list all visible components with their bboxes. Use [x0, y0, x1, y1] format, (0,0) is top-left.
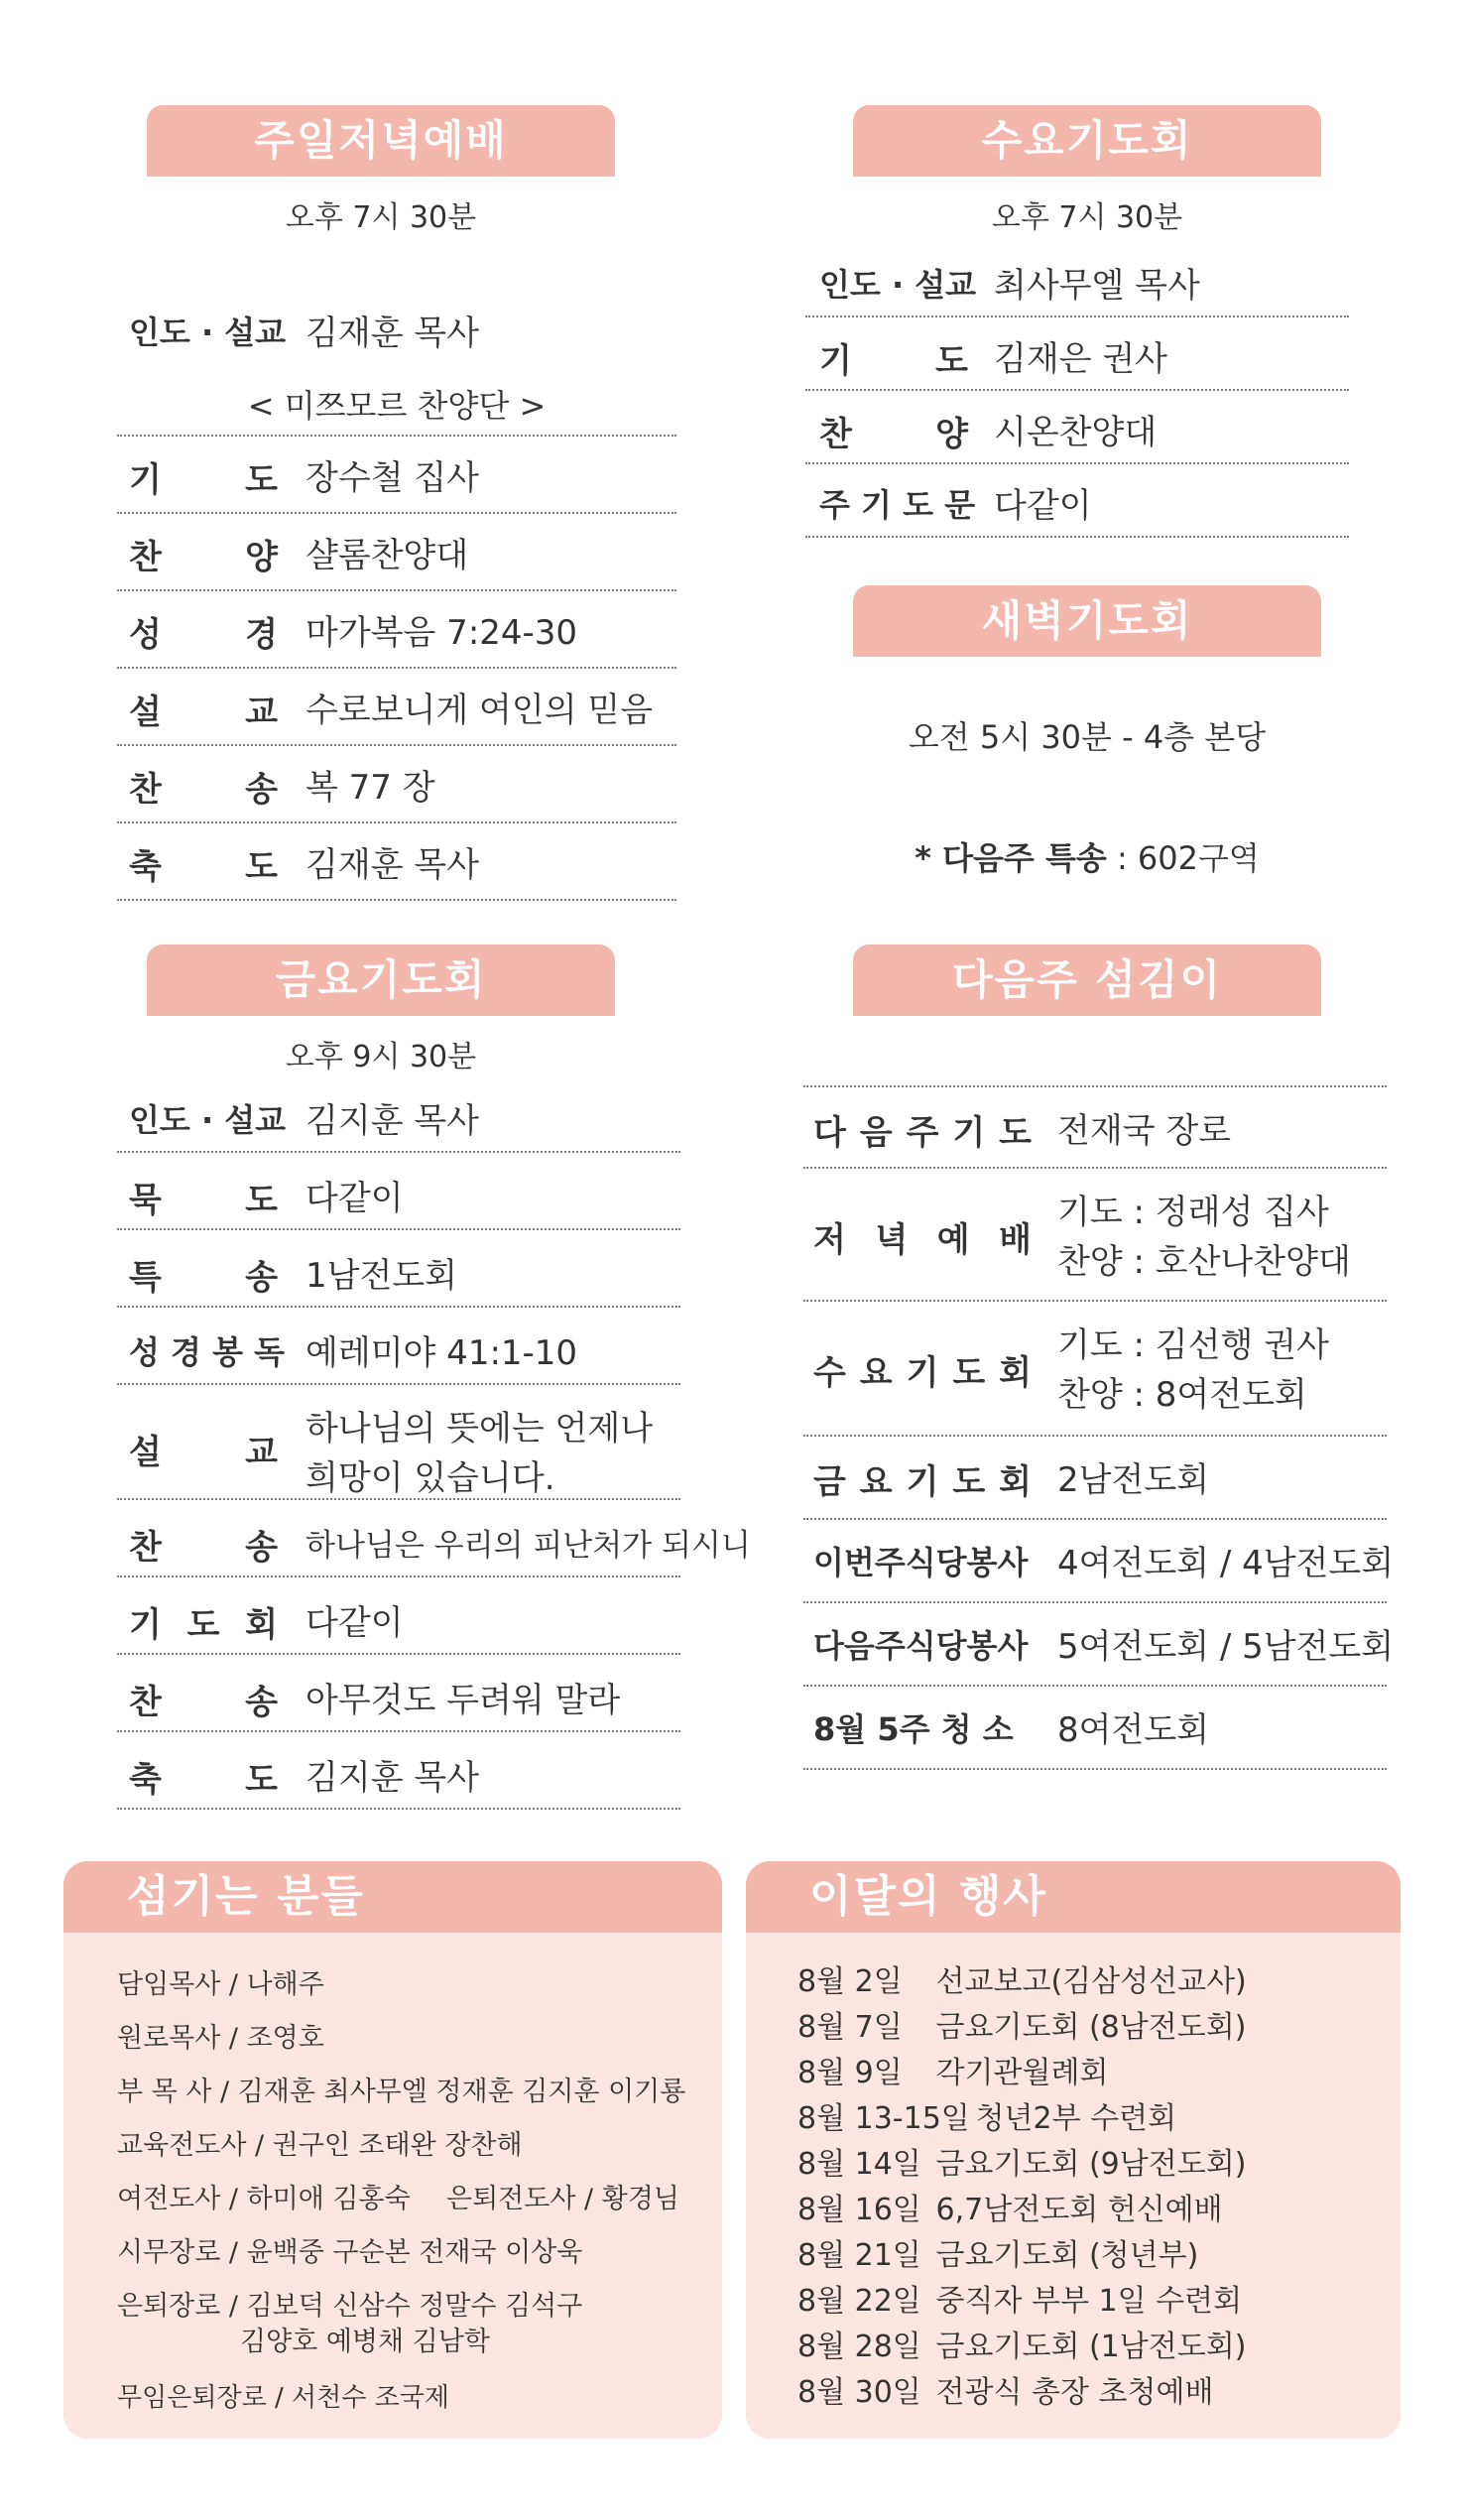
label-char: 도 [935, 341, 968, 381]
next-row-value: 기도 : 김선행 권사 [1057, 1325, 1329, 1365]
next-row-value-line2: 찬양 : 호산나찬양대 [1057, 1242, 1351, 1282]
label-char: 도 [999, 1113, 1032, 1153]
sunday-row-divider [117, 435, 676, 437]
label-char: 송 [245, 1683, 278, 1722]
label-char: 기 [952, 1113, 986, 1153]
label-char: 양 [935, 415, 968, 454]
sunday-leader-value: 김재훈 목사 [305, 314, 480, 353]
servers-line: 부 목 사 / 김재훈 최사무엘 정재훈 김지훈 이기룡 [117, 2077, 686, 2107]
friday-row-divider [117, 1228, 680, 1230]
sunday-row-value: 김재훈 목사 [305, 845, 480, 885]
next-row-label [813, 1345, 1032, 1394]
friday-row-value: 김지훈 목사 [305, 1101, 480, 1141]
label-char: 찬 [129, 538, 162, 577]
event-item: 8월 2일 선교보고(김삼성선교사) [797, 1964, 1247, 1999]
label-char: 녁 [875, 1220, 909, 1260]
friday-row-value: 하나님은 우리의 피난처가 되시니 [305, 1528, 751, 1564]
next-row-divider [803, 1167, 1387, 1169]
label-char: 도 [245, 1760, 278, 1800]
friday-row-divider [117, 1151, 680, 1153]
event-item: 8월 30일 전광식 총장 초청예배 [797, 2375, 1214, 2410]
label-char: 기 [129, 1605, 162, 1645]
friday-row-label [129, 1520, 278, 1569]
friday-row-divider [117, 1575, 680, 1577]
label-char: 도 [245, 1181, 278, 1220]
next-row-value: 4여전도회 / 4남전도회 [1057, 1544, 1395, 1583]
next-row-value: 8여전도회 [1057, 1710, 1210, 1750]
wednesday-time: 오후 7시 30분 [991, 200, 1183, 235]
friday-row-value: 아무것도 두려워 말라 [305, 1681, 621, 1720]
sunday-leader-label: 인도 · 설교 [129, 314, 287, 351]
wednesday-row-value: 시온찬양대 [994, 413, 1158, 452]
servers-header: 섬기는 분들 [63, 1861, 722, 1933]
next-row-label: 8월 5주 청 소 [813, 1710, 1014, 1748]
label-char: 찬 [129, 1528, 162, 1568]
next-row-divider [803, 1768, 1387, 1770]
sunday-row-label [129, 452, 278, 501]
next-row-divider [803, 1435, 1387, 1437]
sunday-row-divider [117, 589, 676, 591]
sunday-time: 오후 7시 30분 [285, 200, 477, 235]
dawn-special-value: : 602구역 [1106, 839, 1260, 877]
label-char: 도 [952, 1462, 986, 1502]
servers-line: 김양호 예병채 김남학 [240, 2327, 490, 2357]
event-item: 8월 7일 금요기도회 (8남전도회) [797, 2010, 1247, 2045]
next-row-divider [803, 1685, 1387, 1687]
sunday-row-value: 수로보니게 여인의 믿음 [305, 691, 654, 730]
friday-row-divider [117, 1653, 680, 1655]
label-char: 주 [906, 1113, 939, 1153]
label-char: 기 [906, 1353, 939, 1393]
servers-line: 은퇴장로 / 김보덕 신삼수 정말수 김석구 [117, 2291, 583, 2322]
label-char: 음 [859, 1113, 893, 1153]
label-char: 기 [906, 1462, 939, 1502]
label-char: 도 [186, 1605, 220, 1645]
label-char: 도 [245, 460, 278, 500]
servers-line: 무임은퇴장로 / 서천수 조국제 [117, 2383, 449, 2413]
friday-row-value: 김지훈 목사 [305, 1758, 480, 1798]
next-row-value: 전재국 장로 [1057, 1111, 1232, 1151]
servers-line: 원로목사 / 조영호 [117, 2023, 324, 2054]
servers-line: 여전도사 / 하미애 김홍숙 [117, 2184, 411, 2214]
label-char: 설 [129, 1433, 162, 1472]
next-row-value: 5여전도회 / 5남전도회 [1057, 1627, 1395, 1667]
sunday-row-divider [117, 667, 676, 669]
label-char: 교 [245, 693, 278, 732]
friday-row-label [129, 1250, 278, 1299]
servers-line: 담임목사 / 나해주 [117, 1969, 324, 2000]
label-char: 회 [999, 1353, 1032, 1393]
friday-row-label: 인도 · 설교 [129, 1101, 287, 1139]
friday-row-value: 1남전도회 [305, 1256, 458, 1296]
friday-row-label [129, 1675, 278, 1723]
friday-row-value: 다같이 [305, 1179, 404, 1218]
next-service-header: 다음주 섬김이 [853, 945, 1321, 1016]
servers-line: 교육전도사 / 권구인 조태완 장찬해 [117, 2130, 523, 2161]
next-row-value: 2남전도회 [1057, 1460, 1210, 1500]
friday-row-divider [117, 1808, 680, 1810]
next-row-label: 다음주식당봉사 [813, 1627, 1029, 1665]
sunday-row-value: 샬롬찬양대 [305, 536, 469, 575]
event-item: 8월 16일 6,7남전도회 헌신예배 [797, 2193, 1223, 2227]
label-char: 요 [859, 1462, 893, 1502]
events-box [746, 1861, 1401, 2439]
sunday-row-divider [117, 821, 676, 823]
label-char: 찬 [129, 1683, 162, 1722]
next-row-value: 기도 : 정래성 집사 [1057, 1193, 1329, 1232]
label-char: 금 [813, 1462, 846, 1502]
label-char: 요 [859, 1353, 893, 1393]
next-row-divider [803, 1085, 1387, 1087]
friday-row-label [129, 1597, 278, 1646]
dawn-special-label: * 다음주 특송 [915, 839, 1107, 877]
next-row-value-line2: 찬양 : 8여전도회 [1057, 1375, 1307, 1415]
sunday-row-divider [117, 899, 676, 901]
friday-row-label [129, 1425, 278, 1473]
dawn-special [853, 833, 1321, 879]
label-char: 특 [129, 1258, 162, 1298]
label-char: 양 [245, 538, 278, 577]
label-char: 도 [952, 1353, 986, 1393]
event-item: 8월 21일 금요기도회 (청년부) [797, 2238, 1199, 2273]
label-char: 기 [819, 341, 852, 381]
sunday-row-label [129, 607, 278, 656]
wednesday-row-divider [805, 315, 1349, 317]
label-char: 회 [245, 1605, 278, 1645]
event-item: 8월 14일 금요기도회 (9남전도회) [797, 2147, 1247, 2182]
sunday-row-divider [117, 512, 676, 514]
label-char: 성 [129, 615, 162, 655]
label-char: 경 [245, 615, 278, 655]
events-header: 이달의 행사 [746, 1861, 1401, 1933]
next-row-label [813, 1105, 1032, 1154]
wednesday-row-divider [805, 462, 1349, 464]
next-row-divider [803, 1601, 1387, 1603]
event-item: 8월 22일 중직자 부부 1일 수련회 [797, 2284, 1243, 2319]
wednesday-row-value: 최사무엘 목사 [994, 266, 1200, 306]
sunday-row-label [129, 839, 278, 888]
label-char: 기 [129, 460, 162, 500]
wednesday-row-divider [805, 389, 1349, 391]
friday-row-divider [117, 1383, 680, 1385]
label-char: 찬 [129, 770, 162, 810]
sunday-row-label [129, 685, 278, 733]
sunday-row-label [129, 762, 278, 811]
wednesday-row-value: 김재은 권사 [994, 339, 1168, 379]
wednesday-row-label: 인도 · 설교 [819, 266, 977, 304]
friday-row-value: 하나님의 뜻에는 언제나 [305, 1409, 654, 1449]
label-char: 송 [245, 770, 278, 810]
sunday-row-label [129, 530, 278, 578]
friday-row-divider [117, 1306, 680, 1308]
sunday-row-divider [117, 744, 676, 746]
servers-line: 시무장로 / 윤백중 구순본 전재국 이상욱 [117, 2237, 583, 2268]
sunday-row-value: 장수철 집사 [305, 458, 480, 498]
label-char: 배 [999, 1220, 1032, 1260]
label-char: 수 [813, 1353, 846, 1393]
friday-time: 오후 9시 30분 [285, 1040, 477, 1074]
label-char: 교 [245, 1433, 278, 1472]
label-char: 예 [936, 1220, 970, 1260]
wednesday-row-label [819, 333, 968, 382]
friday-row-value: 다같이 [305, 1603, 404, 1643]
friday-row-label [129, 1752, 278, 1801]
friday-row-value: 예레미야 41:1-10 [305, 1333, 578, 1373]
sunday-header: 주일저녁예배 [147, 105, 615, 177]
servers-line: 은퇴전도사 / 황경님 [446, 2184, 679, 2214]
label-char: 축 [129, 847, 162, 887]
next-row-label [813, 1454, 1032, 1503]
next-row-divider [803, 1518, 1387, 1520]
friday-row-value-line2: 희망이 있습니다. [305, 1458, 555, 1498]
friday-row-label [129, 1173, 278, 1221]
wednesday-row-label [819, 407, 968, 455]
wednesday-row-label: 주 기 도 문 [819, 486, 976, 524]
next-row-label: 이번주식당봉사 [813, 1544, 1029, 1581]
label-char: 저 [813, 1220, 846, 1260]
label-char: 송 [245, 1258, 278, 1298]
next-row-label [813, 1212, 1032, 1261]
label-char: 묵 [129, 1181, 162, 1220]
dawn-header: 새벽기도회 [853, 585, 1321, 657]
friday-header: 금요기도회 [147, 945, 615, 1016]
label-char: 송 [245, 1528, 278, 1568]
friday-row-label: 성 경 봉 독 [129, 1333, 286, 1371]
event-item: 8월 9일 각기관월례회 [797, 2056, 1109, 2090]
sunday-row-value: 복 77 장 [305, 768, 435, 808]
next-row-divider [803, 1300, 1387, 1302]
wednesday-row-value: 다같이 [994, 486, 1092, 526]
servers-box [63, 1861, 722, 2439]
event-item: 8월 28일 금요기도회 (1남전도회) [797, 2330, 1247, 2364]
dawn-time: 오전 5시 30분 - 4층 본당 [908, 718, 1267, 756]
label-char: 회 [999, 1462, 1032, 1502]
event-item: 8월 13-15일 청년2부 수련회 [797, 2101, 1177, 2136]
label-char: 다 [813, 1113, 846, 1153]
label-char: 도 [245, 847, 278, 887]
wednesday-row-divider [805, 536, 1349, 538]
label-char: 축 [129, 1760, 162, 1800]
label-char: 찬 [819, 415, 852, 454]
sunday-row-value: 마가복음 7:24-30 [305, 613, 578, 653]
sunday-choir-note: < 미쯔모르 찬양단 > [247, 387, 547, 425]
label-char: 설 [129, 693, 162, 732]
wednesday-header: 수요기도회 [853, 105, 1321, 177]
friday-row-divider [117, 1730, 680, 1732]
